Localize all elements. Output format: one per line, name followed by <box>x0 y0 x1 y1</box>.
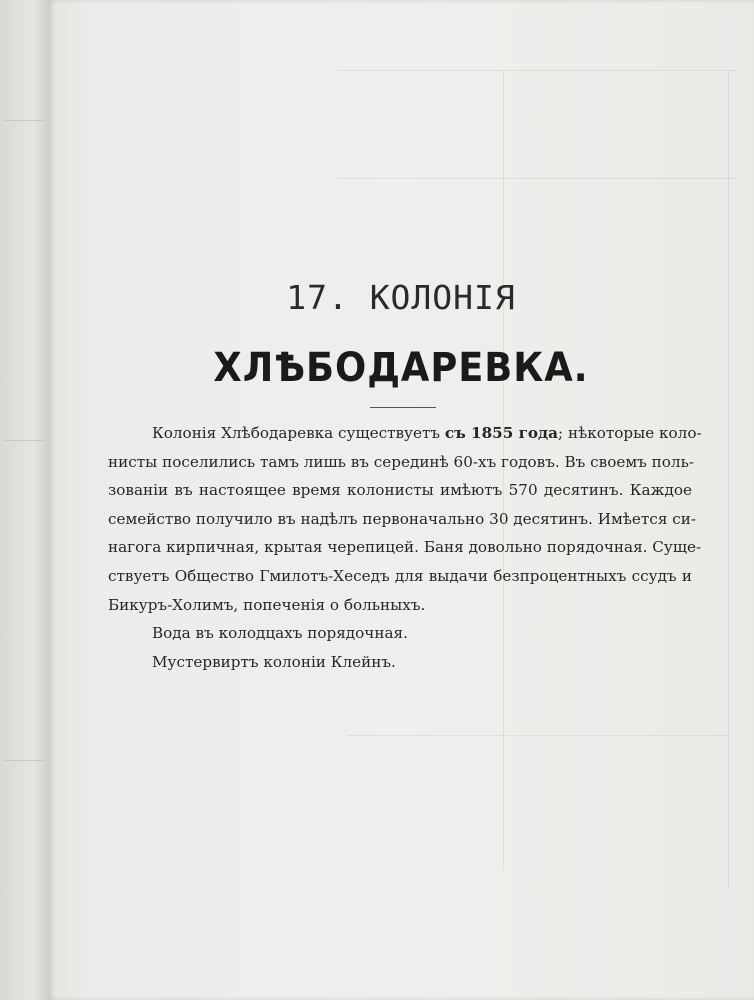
heading-divider <box>370 407 436 408</box>
text-line: Колонія Хлѣбодаревка существуетъ съ 1855 года; нѣкоторые коло- <box>152 424 702 442</box>
text-line: нисты поселились тамъ лишь въ серединѣ 60-хъ годовъ. Въ своемъ поль- <box>108 452 694 471</box>
body-text <box>108 419 702 676</box>
colony-name-heading: ХЛѢБОДАРЕВКА. <box>213 345 589 391</box>
facing-page-edge <box>0 0 48 1000</box>
paragraph-history <box>108 419 702 619</box>
text-line: зованіи въ настоящее время колонисты имѣютъ 570 десятинъ. Каждое <box>108 481 692 500</box>
text-line: семейство получило въ надѣлъ первоначально 30 десятинъ. Имѣется си- <box>108 509 696 528</box>
text-line: ствуетъ Общество Гмилотъ-Хеседъ для выдачи безпроцентныхъ ссудъ и <box>108 566 692 585</box>
text-line: Бикуръ-Холимъ, попеченія о больныхъ. <box>108 595 426 614</box>
paragraph-mustervirt: Мустервиртъ колоніи Клейнъ. <box>152 652 396 671</box>
paragraph-water: Вода въ колодцахъ порядочная. <box>152 624 408 643</box>
colony-number-heading: 17. КОЛОНІЯ <box>286 278 516 317</box>
text-line: нагога кирпичная, крытая черепицей. Баня довольно порядочная. Суще- <box>108 538 702 557</box>
